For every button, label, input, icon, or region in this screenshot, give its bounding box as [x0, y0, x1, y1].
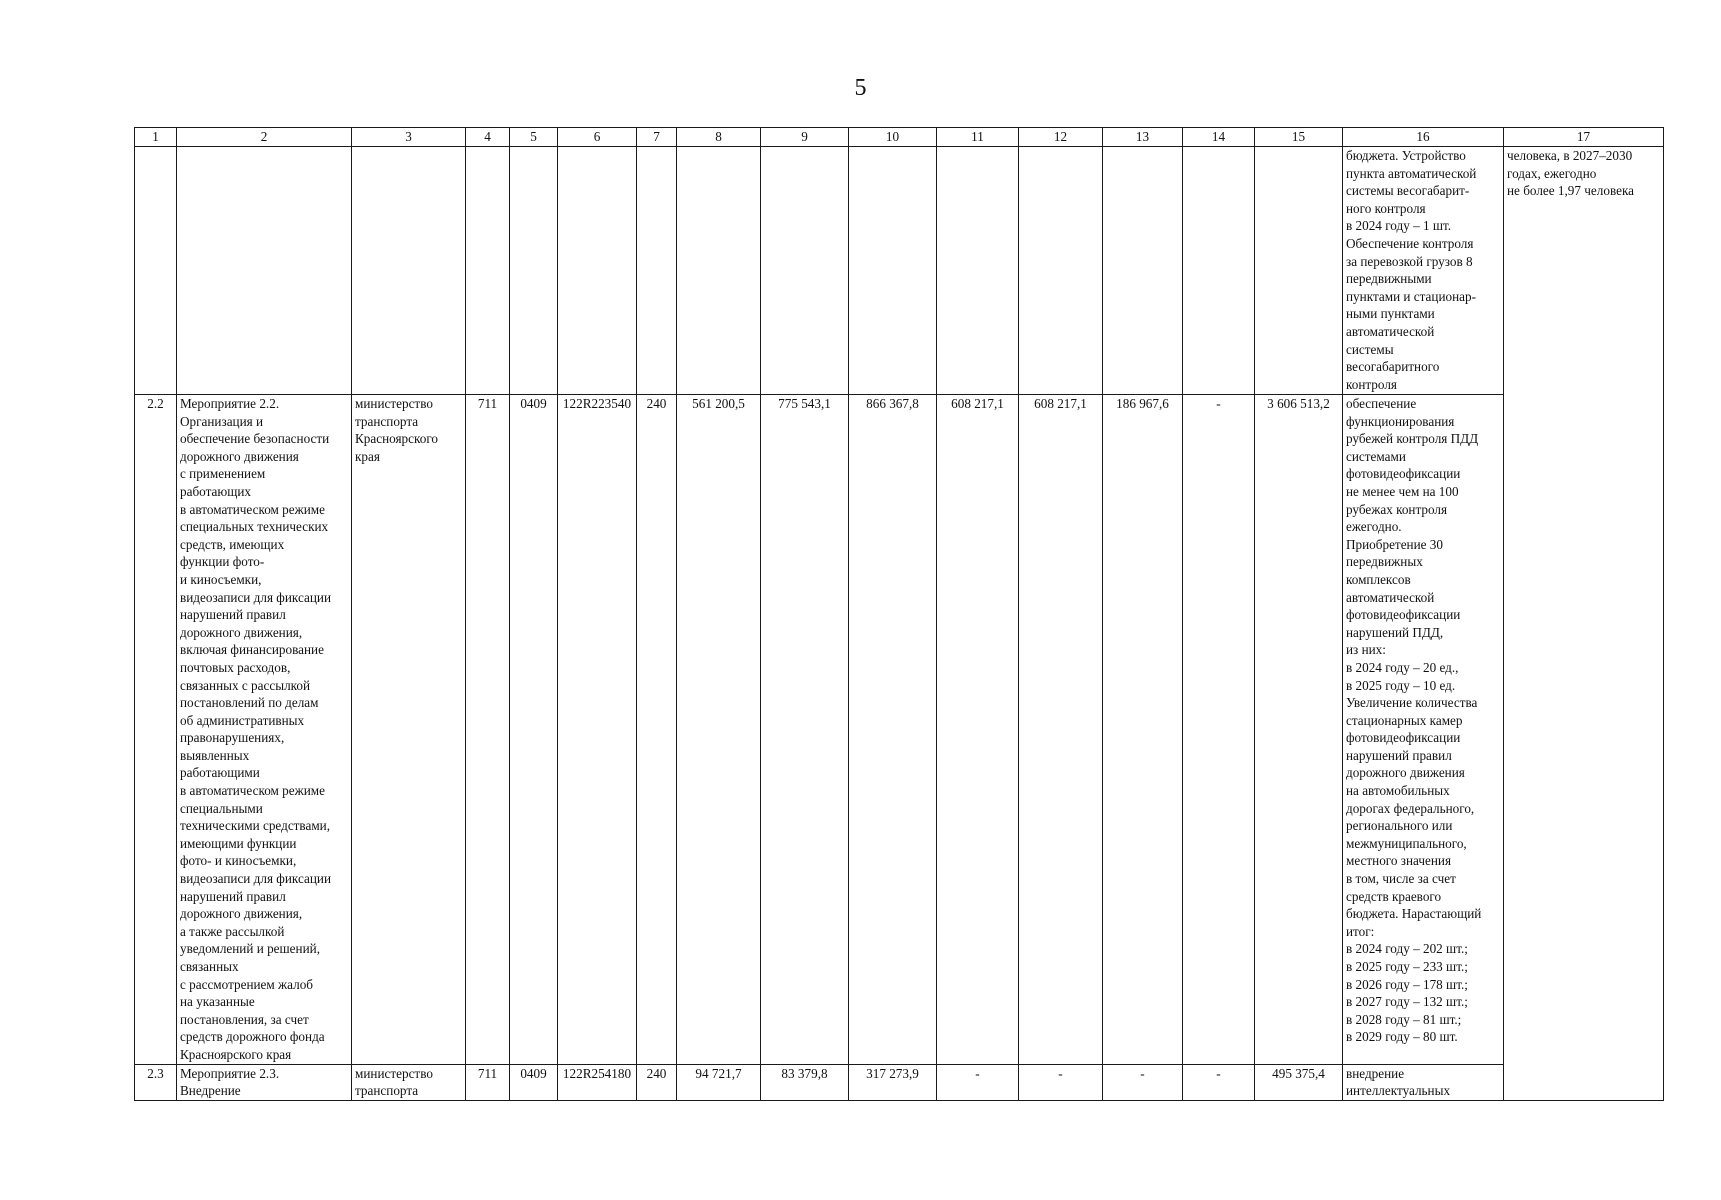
header-cell: 3: [352, 128, 466, 147]
empty-cell: [1019, 147, 1103, 395]
empty-cell: [558, 147, 637, 395]
header-cell: 8: [677, 128, 761, 147]
table-row: [135, 1064, 1664, 1100]
executor: министерство транспорта Красноярского края: [352, 395, 466, 1065]
amount-2028: 608 217,1: [1019, 395, 1103, 1065]
row-number: 2.2: [135, 395, 177, 1065]
amount-2025: 83 379,8: [761, 1064, 849, 1100]
row-number: 2.3: [135, 1064, 177, 1100]
amount-2029: -: [1103, 1064, 1183, 1100]
amount-2026: 866 367,8: [849, 395, 937, 1065]
header-cell: 15: [1255, 128, 1343, 147]
measure-name: Мероприятие 2.3. Внедрение: [177, 1064, 352, 1100]
amount-2025: 775 543,1: [761, 395, 849, 1065]
table-row-continuation: [135, 147, 1664, 395]
empty-cell: [637, 147, 677, 395]
header-cell: 5: [510, 128, 558, 147]
header-cell: 16: [1343, 128, 1504, 147]
expense-type-code: 240: [637, 1064, 677, 1100]
amount-2024: 561 200,5: [677, 395, 761, 1065]
indicator-text: человека, в 2027–2030 годах, ежегодно не более 1,97 человека: [1504, 147, 1664, 1101]
grbs-code: 711: [466, 1064, 510, 1100]
amount-2024: 94 721,7: [677, 1064, 761, 1100]
amount-2030: -: [1183, 1064, 1255, 1100]
page-number: 5: [854, 75, 867, 101]
empty-cell: [1103, 147, 1183, 395]
header-cell: 10: [849, 128, 937, 147]
header-cell: 2: [177, 128, 352, 147]
empty-cell: [510, 147, 558, 395]
executor: министерство транспорта: [352, 1064, 466, 1100]
empty-cell: [849, 147, 937, 395]
empty-cell: [937, 147, 1019, 395]
section-code: 0409: [510, 395, 558, 1065]
target-article-code: 122R223540: [558, 395, 637, 1065]
section-code: 0409: [510, 1064, 558, 1100]
header-row: [135, 128, 1664, 147]
amount-2030: -: [1183, 395, 1255, 1065]
header-cell: 14: [1183, 128, 1255, 147]
empty-cell: [466, 147, 510, 395]
amount-2027: -: [937, 1064, 1019, 1100]
header-cell: 7: [637, 128, 677, 147]
header-cell: 12: [1019, 128, 1103, 147]
result-text: внедрение интеллектуальных: [1343, 1064, 1504, 1100]
amount-2026: 317 273,9: [849, 1064, 937, 1100]
amount-total: 3 606 513,2: [1255, 395, 1343, 1065]
header-cell: 1: [135, 128, 177, 147]
header-cell: 17: [1504, 128, 1664, 147]
empty-cell: [177, 147, 352, 395]
target-article-code: 122R254180: [558, 1064, 637, 1100]
empty-cell: [1183, 147, 1255, 395]
header-cell: 11: [937, 128, 1019, 147]
amount-2027: 608 217,1: [937, 395, 1019, 1065]
result-text: обеспечение функционирования рубежей контроля ПДД системами фотовидеофиксации не менее чем на 100 рубежах контроля ежегодно. Приобретение 30 передвижных комплексов автоматической фотовидеофиксации нарушений ПДД, из них: в 2024 году – 20 ед., в 2025 году – 10 ед. Увеличение количества стационарных камер фотовидеофиксации нарушений правил дорожного движения на автомобильных дорогах федерального, регионального или межмуниципального, местного значения в том, числе за счет средств краевого бюджета. Нарастающий итог: в 2024 году – 202 шт.; в 2025 году – 233 шт.; в 2026 году – 178 шт.; в 2027 году – 132 шт.; в 2028 году – 81 шт.; в 2029 году – 80 шт.: [1343, 395, 1504, 1065]
empty-cell: [1255, 147, 1343, 395]
empty-cell: [135, 147, 177, 395]
amount-total: 495 375,4: [1255, 1064, 1343, 1100]
amount-2028: -: [1019, 1064, 1103, 1100]
amount-2029: 186 967,6: [1103, 395, 1183, 1065]
header-cell: 13: [1103, 128, 1183, 147]
table-row: [135, 395, 1664, 1065]
empty-cell: [352, 147, 466, 395]
grbs-code: 711: [466, 395, 510, 1065]
measure-name: Мероприятие 2.2. Организация и обеспечение безопасности дорожного движения с применением работающих в автоматическом режиме специальных технических средств, имеющих функции фото- и киносъемки, видеозаписи для фиксации нарушений правил дорожного движения, включая финансирование почтовых расходов, связанных с рассылкой постановлений по делам об административных правонарушениях, выявленных работающими в автоматическом режиме специальными техническими средствами, имеющими функции фото- и киносъемки, видеозаписи для фиксации нарушений правил дорожного движения, а также рассылкой уведомлений и решений, связанных с рассмотрением жалоб на указанные постановления, за счет средств дорожного фонда Красноярского края: [177, 395, 352, 1065]
empty-cell: [677, 147, 761, 395]
header-cell: 4: [466, 128, 510, 147]
header-cell: 9: [761, 128, 849, 147]
header-cell: 6: [558, 128, 637, 147]
result-text: бюджета. Устройство пункта автоматической системы весогабарит- ного контроля в 2024 году – 1 шт. Обеспечение контроля за перевозкой грузов 8 передвижными пунктами и стационар- ными пунктами автоматической системы весогабаритного контроля: [1343, 147, 1504, 395]
empty-cell: [761, 147, 849, 395]
expense-type-code: 240: [637, 395, 677, 1065]
budget-table: [134, 127, 1664, 1101]
